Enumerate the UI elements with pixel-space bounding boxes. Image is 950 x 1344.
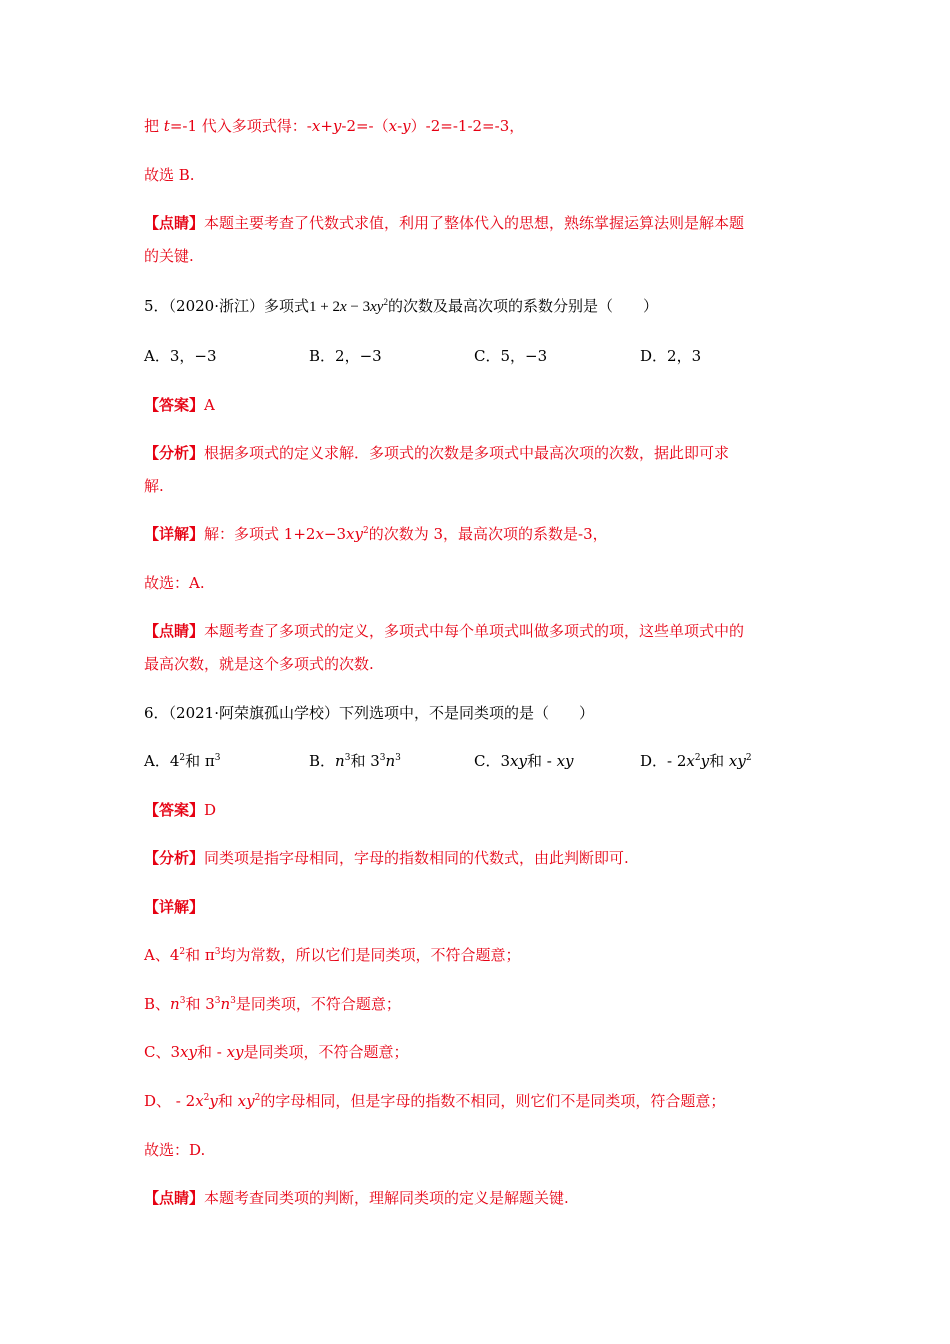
q5-analysis: 【分析】根据多项式的定义求解．多项式的次数是多项式中最高次项的次数，据此即可求 bbox=[144, 444, 730, 462]
q6-choose: 故选：D. bbox=[144, 1141, 206, 1159]
q5-detail: 【详解】解：多项式 $1+2x-3xy^2$的次数为 3，最高次项的系数是-3， bbox=[144, 525, 608, 543]
q5-option-c: C．5，−3 bbox=[474, 347, 548, 365]
q6-option-b: B．$n^3$和 $3^3n^3$ bbox=[309, 752, 401, 770]
q6-answer: 【答案】D bbox=[144, 801, 217, 819]
q6-option-d: D．- $2x^2y$和 $xy^2$ bbox=[640, 752, 752, 770]
q5-answer: 【答案】A bbox=[144, 396, 215, 414]
polynomial-expression: $1 + 2x - 3xy^2$ bbox=[309, 297, 388, 315]
q5-analysis-line-2: 解. bbox=[144, 477, 164, 495]
q6-reason-c: C、3xy和 - xy是同类项，不符合题意； bbox=[144, 1043, 409, 1061]
prev-comment-line: 【点睛】本题主要考查了代数式求值，利用了整体代入的思想，熟练掌握运算法则是解本题 bbox=[144, 214, 745, 232]
q5-comment: 【点睛】本题考查了多项式的定义，多项式中每个单项式叫做多项式的项，这些单项式中的 bbox=[144, 622, 745, 640]
prev-choose-line: 故选 B. bbox=[144, 166, 195, 184]
prev-comment-line-2: 的关键. bbox=[144, 247, 194, 265]
q6-analysis: 【分析】同类项是指字母相同，字母的指数相同的代数式，由此判断即可. bbox=[144, 849, 629, 867]
q6-comment: 【点睛】本题考查同类项的判断，理解同类项的定义是解题关键. bbox=[144, 1189, 569, 1207]
solution-substitution-line: 把 t=-1 代入多项式得：-x+y-2=-（x-y）-2=-1-2=-3， bbox=[144, 117, 525, 135]
q6-reason-b: B、$n^3$和 $3^3n^3$是同类项，不符合题意； bbox=[144, 995, 401, 1013]
q5-option-a: A．3，−3 bbox=[144, 347, 217, 365]
q5-option-b: B．2，−3 bbox=[309, 347, 382, 365]
q6-option-c: C．3xy和 - xy bbox=[474, 752, 574, 770]
q6-reason-a: A、$4^2$和 $\pi^3$均为常数，所以它们是同类项，不符合题意； bbox=[144, 946, 521, 964]
question-6-stem: 6．（2021·阿荣旗孤山学校）下列选项中，不是同类项的是（ ） bbox=[144, 704, 594, 722]
q5-choose: 故选：A. bbox=[144, 574, 205, 592]
question-5-stem: 5．（2020·浙江）多项式$1 + 2x - 3xy^2$的次数及最高次项的系数分别是（ ） bbox=[144, 297, 658, 315]
q5-comment-line-2: 最高次数，就是这个多项式的次数. bbox=[144, 655, 374, 673]
q6-detail-heading: 【详解】 bbox=[144, 898, 205, 916]
q6-reason-d: D、 - $2x^2y$和 $xy^2$的字母相同，但是字母的指数不相同，则它们不是同类项，符合题意； bbox=[144, 1092, 726, 1110]
q5-option-d: D．2，3 bbox=[640, 347, 702, 365]
q6-option-a: A．$4^2$和 $\pi^3$ bbox=[144, 752, 221, 770]
